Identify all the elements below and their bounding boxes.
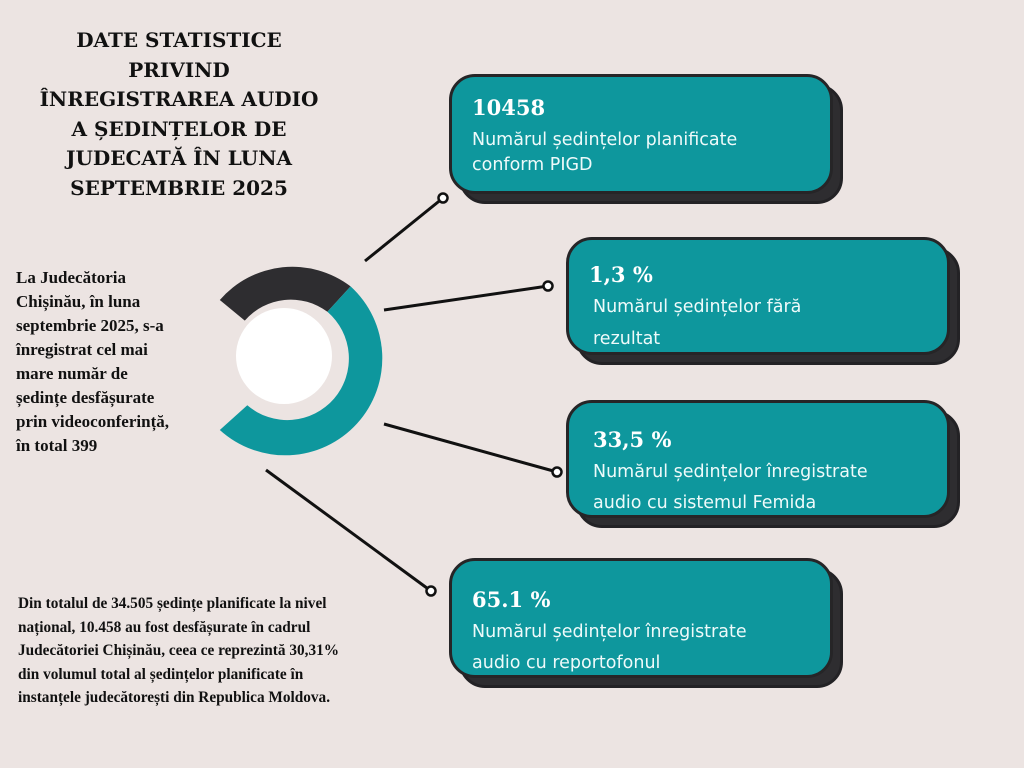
card-body bbox=[566, 400, 950, 518]
side-line: Chișinău, în luna bbox=[16, 292, 141, 311]
card-label-line: Numărul ședințelor înregistrate bbox=[593, 462, 868, 482]
connector-dot-3 bbox=[553, 468, 562, 477]
card-body bbox=[566, 237, 950, 355]
stat-card-recorder bbox=[449, 558, 833, 678]
stat-card-no-result bbox=[566, 237, 950, 355]
title-line: SEPTEMBRIE 2025 bbox=[70, 175, 288, 200]
stat-card-planned bbox=[449, 74, 833, 194]
side-line: înregistrat cel mai bbox=[16, 340, 148, 359]
card-label bbox=[472, 125, 737, 180]
bottom-line: din volumul total al ședințelor planificate în bbox=[18, 665, 304, 683]
card-label-line: rezultat bbox=[593, 329, 661, 349]
title-line: JUDECATĂ ÎN LUNA bbox=[65, 146, 292, 170]
bottom-line: Judecătoriei Chișinău, ceea ce reprezintă 30,31% bbox=[18, 642, 340, 659]
card-label-line: Numărul ședințelor planificate bbox=[472, 130, 738, 150]
card-label-line: audio cu reportofonul bbox=[472, 653, 661, 673]
connector-dot-2 bbox=[544, 282, 553, 291]
title-line: ÎNREGISTRAREA AUDIO bbox=[39, 87, 319, 111]
bottom-line: Din totalul de 34.505 ședințe planificate la nivel bbox=[18, 595, 327, 612]
side-line: septembrie 2025, s-a bbox=[16, 316, 164, 335]
card-label-line: Numărul ședințelor fără bbox=[593, 297, 802, 317]
connector-line-2 bbox=[384, 286, 548, 310]
side-line: mare număr de bbox=[16, 364, 128, 383]
bottom-line: național, 10.458 au fost desfășurate în cadrul bbox=[18, 618, 311, 636]
side-line: în total 399 bbox=[16, 436, 98, 455]
connector-line-4 bbox=[266, 470, 431, 591]
side-line: prin videoconferință, bbox=[16, 412, 169, 431]
connector-line-1 bbox=[365, 198, 443, 261]
card-value: 65.1 % bbox=[472, 587, 551, 612]
connector-line-3 bbox=[384, 424, 557, 472]
connector-dot-1 bbox=[439, 194, 448, 203]
donut-icon bbox=[200, 267, 392, 461]
bottom-line: instanțele judecătorești din Republica Moldova. bbox=[18, 689, 331, 706]
title-line: DATE STATISTICE bbox=[76, 28, 282, 52]
card-label-line: audio cu sistemul Femida bbox=[593, 493, 817, 513]
card-label bbox=[472, 617, 747, 678]
card-value: 10458 bbox=[472, 95, 546, 120]
card-label bbox=[593, 457, 868, 518]
card-label-line: conform PIGD bbox=[472, 155, 593, 175]
side-line: ședințe desfășurate bbox=[16, 388, 155, 407]
stat-card-femida bbox=[566, 400, 950, 518]
title-line: PRIVIND bbox=[128, 57, 230, 82]
card-value: 33,5 % bbox=[593, 427, 672, 452]
card-body bbox=[449, 558, 833, 678]
bottom-paragraph bbox=[18, 592, 428, 710]
card-body bbox=[449, 74, 833, 194]
title-line: A ȘEDINȚELOR DE bbox=[71, 116, 287, 141]
side-line: La Judecătoria bbox=[16, 268, 127, 287]
donut-center bbox=[236, 308, 332, 404]
card-label-line: Numărul ședințelor înregistrate bbox=[472, 622, 747, 642]
card-label bbox=[593, 292, 801, 354]
card-value: 1,3 % bbox=[589, 262, 653, 287]
